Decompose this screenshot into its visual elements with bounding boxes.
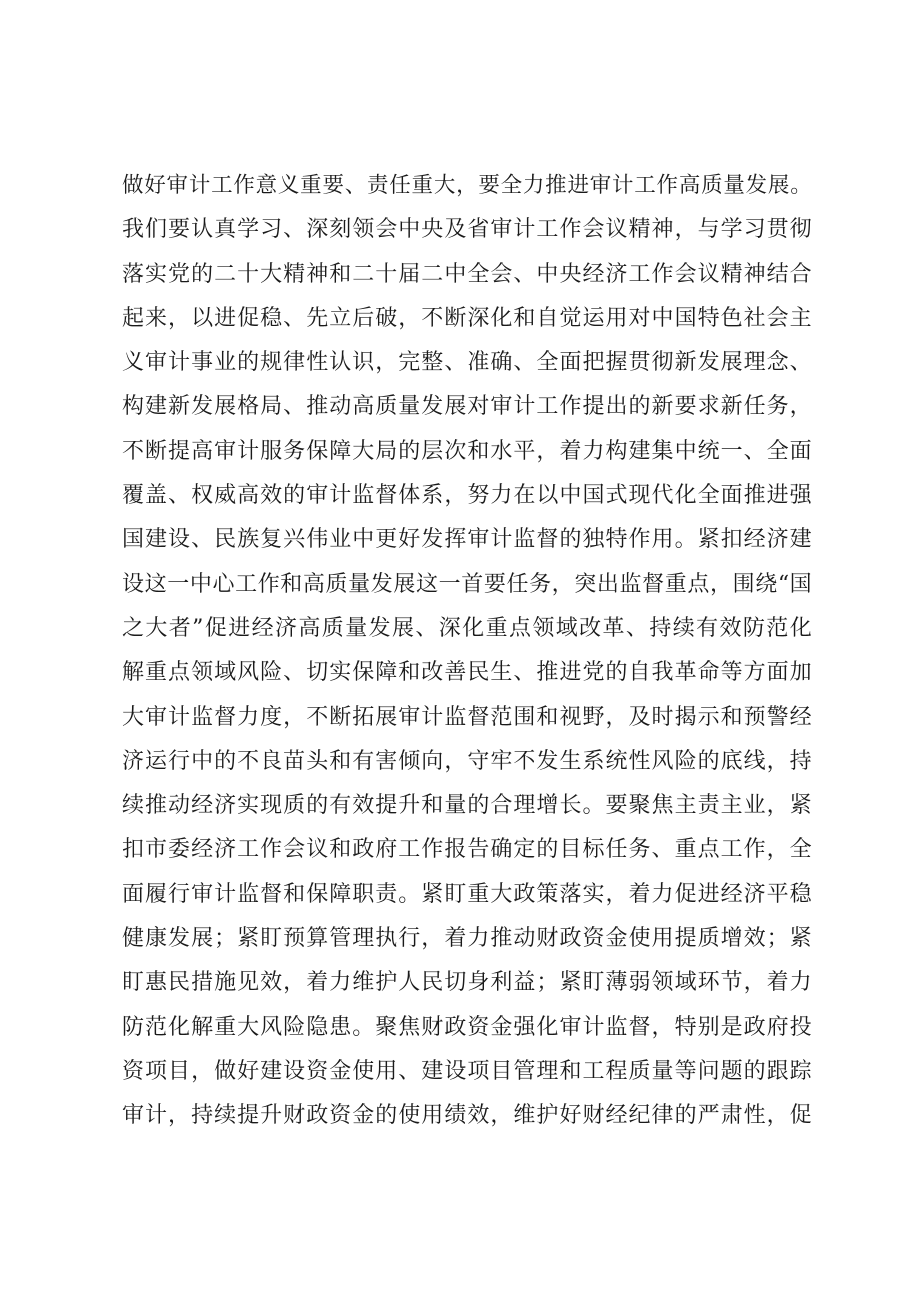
text-line-13: 大审计监督力度，不断拓展审计监督范围和视野，及时揭示和预警经 [122, 704, 812, 730]
text-line-17: 面履行审计监督和保障职责。紧盯重大政策落实，着力促进经济平稳 [122, 881, 812, 907]
text-line-16: 扣市委经济工作会议和政府工作报告确定的目标任务、重点工作，全 [122, 837, 812, 863]
text-line-15: 续推动经济实现质的有效提升和量的合理增长。要聚焦主责主业，紧 [122, 793, 812, 819]
text-line-9: 国建设、民族复兴伟业中更好发挥审计监督的独特作用。紧扣经济建 [122, 527, 812, 553]
text-line-20: 防范化解重大风险隐患。聚焦财政资金强化审计监督，特别是政府投 [122, 1014, 812, 1040]
text-line-14: 济运行中的不良苗头和有害倾向，守牢不发生系统性风险的底线，持 [122, 748, 812, 774]
text-line-8: 覆盖、权威高效的审计监督体系，努力在以中国式现代化全面推进强 [122, 483, 812, 509]
text-line-1: 做好审计工作意义重要、责任重大，要全力推进审计工作高质量发展。 [122, 173, 812, 198]
text-line-4: 起来，以进促稳、先立后破，不断深化和自觉运用对中国特色社会主 [122, 305, 812, 331]
text-line-12: 解重点领域风险、切实保障和改善民生、推进党的自我革命等方面加 [122, 660, 812, 686]
text-line-18: 健康发展；紧盯预算管理执行，着力推动财政资金使用提质增效；紧 [122, 926, 812, 952]
text-line-3: 落实党的二十大精神和二十届二中全会、中央经济工作会议精神结合 [122, 261, 812, 287]
text-line-6: 构建新发展格局、推动高质量发展对审计工作提出的新要求新任务， [122, 394, 812, 420]
text-line-7: 不断提高审计服务保障大局的层次和水平，着力构建集中统一、全面 [122, 438, 812, 464]
text-line-11: 之大者”促进经济高质量发展、深化重点领域改革、持续有效防范化 [122, 615, 812, 641]
text-line-22: 审计，持续提升财政资金的使用绩效，维护好财经纪律的严肃性，促 [122, 1103, 812, 1129]
text-line-5: 义审计事业的规律性认识，完整、准确、全面把握贯彻新发展理念、 [122, 350, 812, 376]
body-text [122, 164, 812, 1139]
text-line-10: 设这一中心工作和高质量发展这一首要任务，突出监督重点，围绕“国 [122, 571, 812, 597]
text-line-21: 资项目，做好建设资金使用、建设项目管理和工程质量等问题的跟踪 [122, 1058, 812, 1084]
text-line-2: 我们要认真学习、深刻领会中央及省审计工作会议精神，与学习贯彻 [122, 217, 812, 243]
text-line-19: 盯惠民措施见效，着力维护人民切身利益；紧盯薄弱领域环节，着力 [122, 970, 812, 996]
